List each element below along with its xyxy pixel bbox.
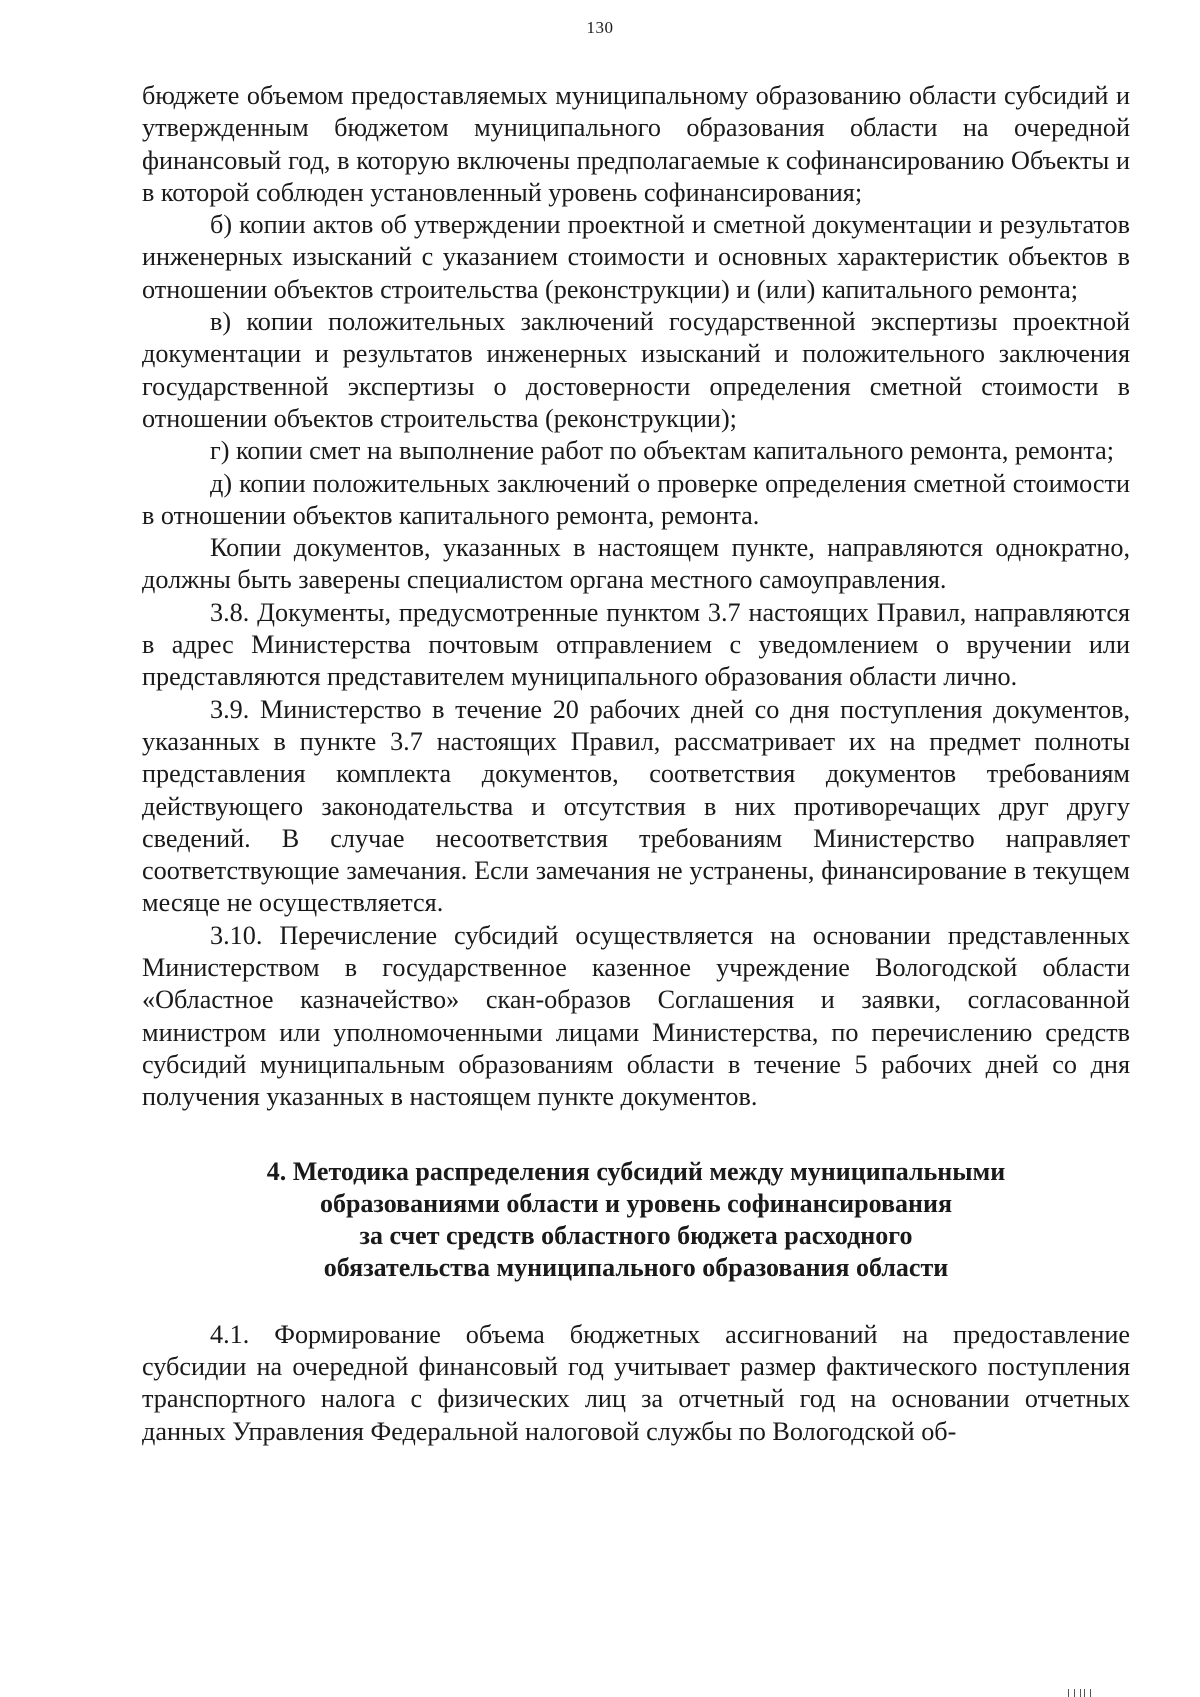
paragraph-4-1: 4.1. Формирование объема бюджетных ассигнований на предоставление субсидии на очередной финансовый год учитывает размер фактического поступления транспортного налога с физических лиц за отчетный год на основании отчетных данных Управления Федеральной налоговой службы по Вологодской об-	[142, 1319, 1130, 1446]
section-heading-line: за счет средств областного бюджета расходного	[359, 1221, 913, 1251]
section-heading-line: 4. Методика распределения субсидий между муниципальными	[266, 1156, 1006, 1186]
paragraph-3-8: 3.8. Документы, предусмотренные пунктом 3.7 настоящих Правил, направляются в адрес Министерства почтовым отправлением с уведомлением о вручении или представляются представителем муниципального образования области лично.	[142, 597, 1130, 692]
document-body	[142, 80, 1130, 1448]
scan-artifact-marks	[1060, 1687, 1140, 1697]
section-heading-line: образованиями области и уровень софинансирования	[319, 1188, 953, 1218]
paragraph-copies-note: Копии документов, указанных в настоящем пункте, направляются однократно, должны быть заверены специалистом органа местного самоуправления.	[142, 533, 1130, 595]
paragraph-item-v: в) копии положительных заключений государственной экспертизы проектной документации и результатов инженерных изысканий и положительного заключения государственной экспертизы о достоверности определения сметной стоимости в отношении объектов строительства (реконструкции);	[142, 307, 1130, 433]
paragraph-3-10: 3.10. Перечисление субсидий осуществляется на основании представленных Министерством в государственное казенное учреждение Вологодской области «Областное казначейство» скан-образов Соглашения и заявки, согласованной министром или уполномоченными лицами Министерства, по перечислению средств субсидий муниципальным образованиям области в течение 5 рабочих дней со дня получения указанных в настоящем пункте документов.	[142, 920, 1130, 1112]
paragraph-3-9: 3.9. Министерство в течение 20 рабочих дней со дня поступления документов, указанных в пункте 3.7 настоящих Правил, рассматривает их на предмет полноты представления комплекта документов, соответствия документов требованиям действующего законодательства и отсутствия в них противоречащих друг другу сведений. В случае несоответствия требованиям Министерство направляет соответствующие замечания. Если замечания не устранены, финансирование в текущем месяце не осуществляется.	[142, 694, 1130, 918]
paragraph-continuation: бюджете объемом предоставляемых муниципальному образованию области субсидий и утвержденным бюджетом муниципального образования области на очередной финансовый год, в которую включены предполагаемые к софинансированию Объекты и в которой соблюден установленный уровень софинансирования;	[142, 81, 1130, 207]
section-4-heading	[142, 1156, 1130, 1285]
paragraph-item-b: б) копии актов об утверждении проектной и сметной документации и результатов инженерных изысканий с указанием стоимости и основных характеристик объектов в отношении объектов строительства (реконструкции) и (или) капитального ремонта;	[142, 210, 1130, 304]
paragraph-item-d: д) копии положительных заключений о проверке определения сметной стоимости в отношении объектов капитального ремонта, ремонта.	[142, 468, 1130, 530]
section-heading-line: обязательства муниципального образования области	[323, 1253, 949, 1283]
paragraph-item-g: г) копии смет на выполнение работ по объектам капитального ремонта, ремонта;	[210, 436, 1114, 466]
page-number: 130	[586, 18, 614, 37]
